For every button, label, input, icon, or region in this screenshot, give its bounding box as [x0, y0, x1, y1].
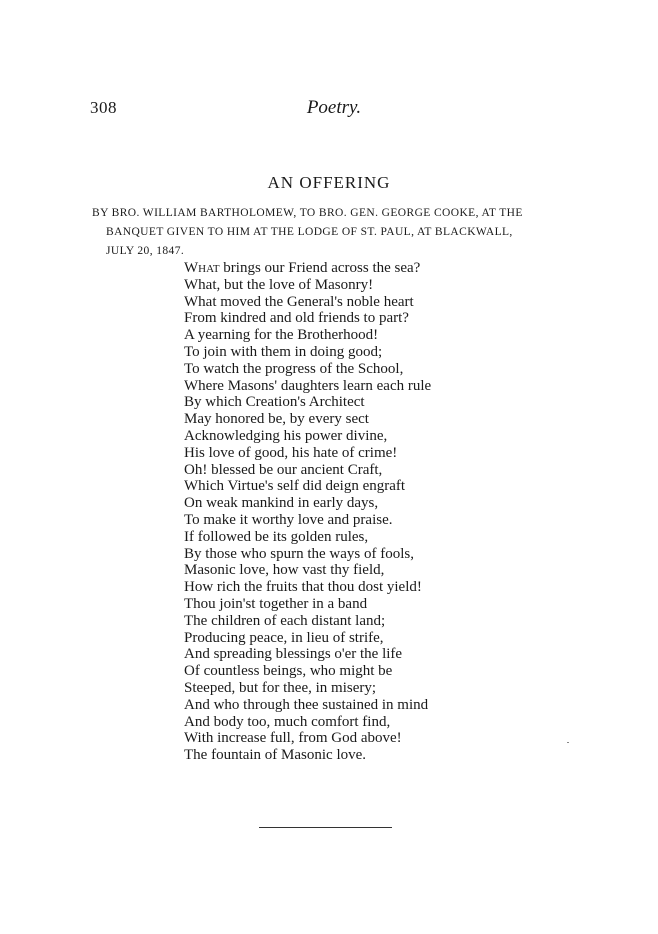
running-head-text: Poetry.	[306, 97, 362, 118]
section-end-rule	[259, 827, 392, 828]
article-title: AN OFFERING	[267, 173, 391, 192]
poem-line: What, but the love of Masonry!	[184, 276, 374, 293]
poem-line: The children of each distant land;	[184, 612, 386, 629]
poem-line: The fountain of Masonic love.	[184, 747, 367, 764]
poem-line: With increase full, from God above!	[184, 730, 402, 747]
poem-line: Oh! blessed be our ancient Craft,	[184, 461, 383, 478]
poem-first-line-rest: brings our Friend across the sea?	[219, 260, 421, 276]
byline-line-2: BANQUET GIVEN TO HIM AT THE LODGE OF ST. PAUL, AT BLACKWALL,	[106, 226, 513, 238]
poem-line: Acknowledging his power divine,	[184, 427, 388, 444]
poem-first-word: What	[184, 260, 220, 276]
poem	[184, 260, 431, 764]
print-speck	[567, 742, 569, 743]
poem-line: His love of good, his hate of crime!	[184, 444, 398, 461]
poem-line: To make it worthy love and praise.	[184, 511, 393, 528]
poem-line: How rich the fruits that thou dost yield!	[184, 579, 422, 596]
poem-line: From kindred and old friends to part?	[184, 310, 409, 327]
poem-line: Producing peace, in lieu of strife,	[184, 629, 384, 646]
poem-line: Which Virtue's self did deign engraft	[184, 478, 406, 495]
poem-line: To watch the progress of the School,	[184, 360, 404, 377]
poem-line: May honored be, by every sect	[184, 411, 369, 428]
poem-line: And body too, much comfort find,	[184, 713, 391, 730]
poem-line: Thou join'st together in a band	[184, 595, 368, 612]
poem-line: If followed be its golden rules,	[184, 528, 369, 545]
poem-line	[184, 260, 431, 277]
poem-line: Where Masons' daughters learn each rule	[184, 377, 432, 394]
byline-line-1: BY BRO. WILLIAM BARTHOLOMEW, TO BRO. GEN. GEORGE COOKE, AT THE	[92, 207, 523, 219]
poem-line: Steeped, but for thee, in misery;	[184, 679, 377, 696]
byline-line-3: JULY 20, 1847.	[106, 245, 185, 257]
running-head	[0, 97, 658, 119]
poem-line: Masonic love, how vast thy field,	[184, 562, 385, 579]
poem-line: On weak mankind in early days,	[184, 495, 379, 512]
poem-line: What moved the General's noble heart	[184, 293, 414, 310]
poem-line: By those who spurn the ways of fools,	[184, 545, 414, 562]
poem-line: By which Creation's Architect	[184, 394, 365, 411]
poem-line: A yearning for the Brotherhood!	[184, 327, 379, 344]
poem-line: And spreading blessings o'er the life	[184, 646, 403, 663]
poem-line: And who through thee sustained in mind	[184, 696, 429, 713]
poem-line: Of countless beings, who might be	[184, 663, 393, 680]
poem-line: To join with them in doing good;	[184, 343, 383, 360]
byline	[92, 204, 582, 261]
page-number: 308	[90, 98, 117, 117]
